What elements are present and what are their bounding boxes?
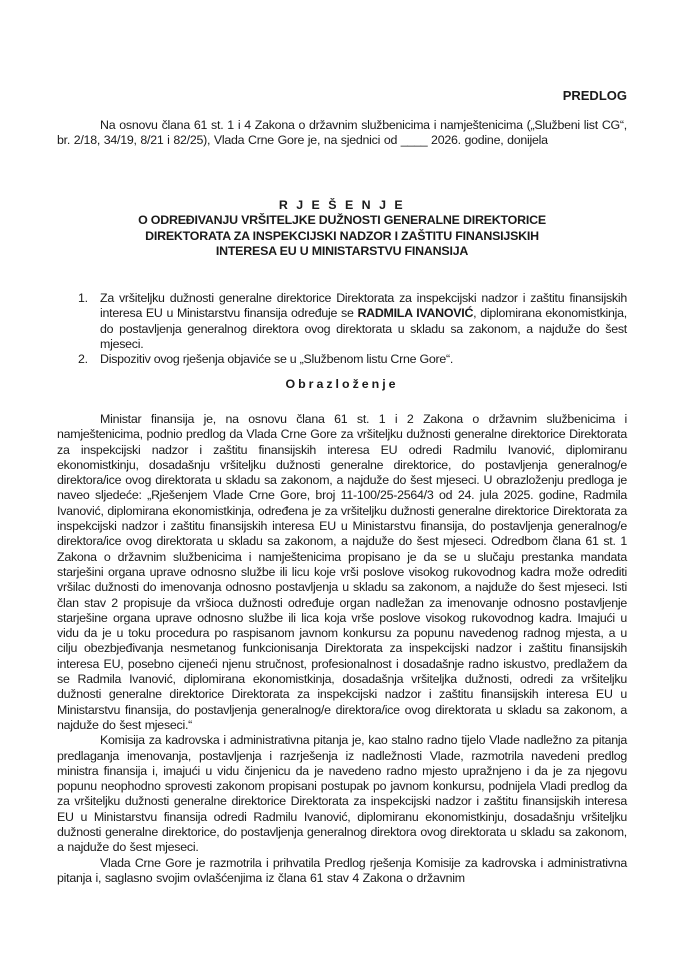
appointee-name: RADMILA IVANOVIĆ	[357, 306, 474, 321]
title-resenje: R J E Š E N J E	[278, 198, 406, 212]
decision-title	[57, 198, 627, 259]
explanation-paragraph-1: Ministar finansija je, na osnovu člana 61 st. 1 i 2 Zakona o državnim službenicima i namještenicima, podnio predlog da Vlada Crne Gore za vršiteljku dužnosti generalne direktorice Direktorata za inspekcijski nadzor i zaštitu finansijskih interesa EU odredi Radmilu Ivanović, diplomiranu ekonomistkinju, dosadašnju vršiteljku dužnosti generalne direktorice, do postavljenja generalnog/e direktora/ice ovog direktorata u skladu sa zakonom, a najduže do šest mjeseci. U obrazloženju predloga je naveo sljedeće: „Rješenjem Vlade Crne Gore, broj 11-100/25-2564/3 od 24. jula 2025. godine, Radmila Ivanović, diplomirana ekonomistkinja, određena je za vršiteljku dužnosti generalne direktorice Direktorata za inspekcijski nadzor i zaštitu finansijskih interesa EU u Ministarstvu finansija, do postavljenja generalnog/e direktora/ice ovog direktorata u skladu sa zakonom, a najduže do šest mjeseci. Odredbom člana 61 st. 1 Zakona o državnim službenicima i namještenicima propisano je da se u slučaju prestanka mandata starješini organa uprave odnosno službe ili licu koje vrši poslove visokog rukovodnog kadra može odrediti vršilac dužnosti do imenovanja odnosno postavljenja u skladu sa zakonom, a najduže do šest mjeseci. Isti član stav 2 propisuje da vršioca dužnosti određuje organ nadležan za imenovanje odnosno postavljenje starješine organa uprave odnosno službe ili lica koja vrše poslove visokog rukovodnog kadra. Imajući u vidu da je u toku procedura po raspisanom javnom konkursu za popunu navedenog radnog mjesta, a u cilju obezbjeđivanja nesmetanog funkcionisanja Direktorata za inspekcijski nadzor i zaštitu finansijskih interesa EU, posebno cijeneći njenu stručnost, profesionalnost i dosadašnje radno iskustvo, predlažem da se Radmila Ivanović, diplomirana ekonomistkinja, dosadašnja vršiteljka dužnosti, odredi za vršiteljku dužnosti generalne direktorice Direktorata za inspekcijski nadzor i zaštitu finansijskih interesa EU u Ministarstvu finansija, do postavljenja generalnog/e direktora/ice ovog direktorata u skladu sa zakonom, a najduže do šest mjeseci.“	[57, 412, 627, 732]
item-number: 1.	[78, 291, 88, 305]
title-line-3: DIREKTORATA ZA INSPEKCIJSKI NADZOR I ZAŠTITU FINANSIJSKIH	[145, 228, 539, 243]
intro-paragraph	[57, 118, 627, 149]
decision-item-1	[57, 291, 627, 352]
explanation-body	[57, 412, 627, 886]
decision-item-2	[57, 352, 627, 367]
title-line-4: INTERESA EU U MINISTARSTVU FINANSIJA	[215, 243, 469, 258]
explanation-paragraph-3: Vlada Crne Gore je razmotrila i prihvatila Predlog rješenja Komisije za kadrovska i administrativna pitanja i, saglasno svojim ovlašćenjima iz člana 61 stav 4 Zakona o državnim	[57, 855, 627, 885]
item-number: 2.	[78, 352, 88, 367]
title-line-2: O ODREĐIVANJU VRŠITELJKE DUŽNOSTI GENERALNE DIREKTORICE	[138, 213, 546, 228]
item-text-after: , diplomirana ekonomistkinja, do postavljenja generalnog direktora ovog direktorata u skladu sa zakonom, a najduže do šest mjeseci.	[100, 306, 627, 351]
document-label-predlog: PREDLOG	[562, 88, 627, 103]
explanation-paragraph-2: Komisija za kadrovska i administrativna pitanja je, kao stalno radno tijelo Vlade nadležno za pitanja predlaganja imenovanja, postavljenja i razrješenja iz nadležnosti Vlade, razmotrila navedeni predlog ministra finansija i, imajući u vidu činjenicu da je navedeno radno mjesto upražnjeno i da je za njegovu popunu neophodno sprovesti zakonom propisani postupak po javnom konkursu, podnijela Vladi predlog da za vršiteljku dužnosti generalne direktorice Direktorata za inspekcijski nadzor i zaštitu finansijskih interesa EU u Ministarstvu finansija odredi Radmilu Ivanović, diplomiranu ekonomistkinju, dosadašnju vršiteljku dužnosti generalne direktorice, do postavljenja generalnog direktora ovog direktorata u skladu sa zakonom, a najduže do šest mjeseci.	[57, 733, 627, 855]
intro-text: Na osnovu člana 61 st. 1 i 4 Zakona o državnim službenicima i namještenicima („Službeni list CG“, br. 2/18, 34/19, 8/21 i 82/25), Vlada Crne Gore je, na sjednici od ____ 2026. godine, donijela	[57, 118, 627, 148]
item-text: Dispozitiv ovog rješenja objaviće se u „Službenom listu Crne Gore“.	[100, 352, 454, 367]
decision-items-list	[57, 291, 627, 367]
section-heading-obrazlozenje: Obrazloženje	[285, 377, 399, 391]
item-text-before: Za vršiteljku dužnosti generalne direktorice Direktorata za inspekcijski nadzor i zaštitu finansijskih interesa EU u Ministarstvu finansija određuje se	[100, 291, 627, 321]
